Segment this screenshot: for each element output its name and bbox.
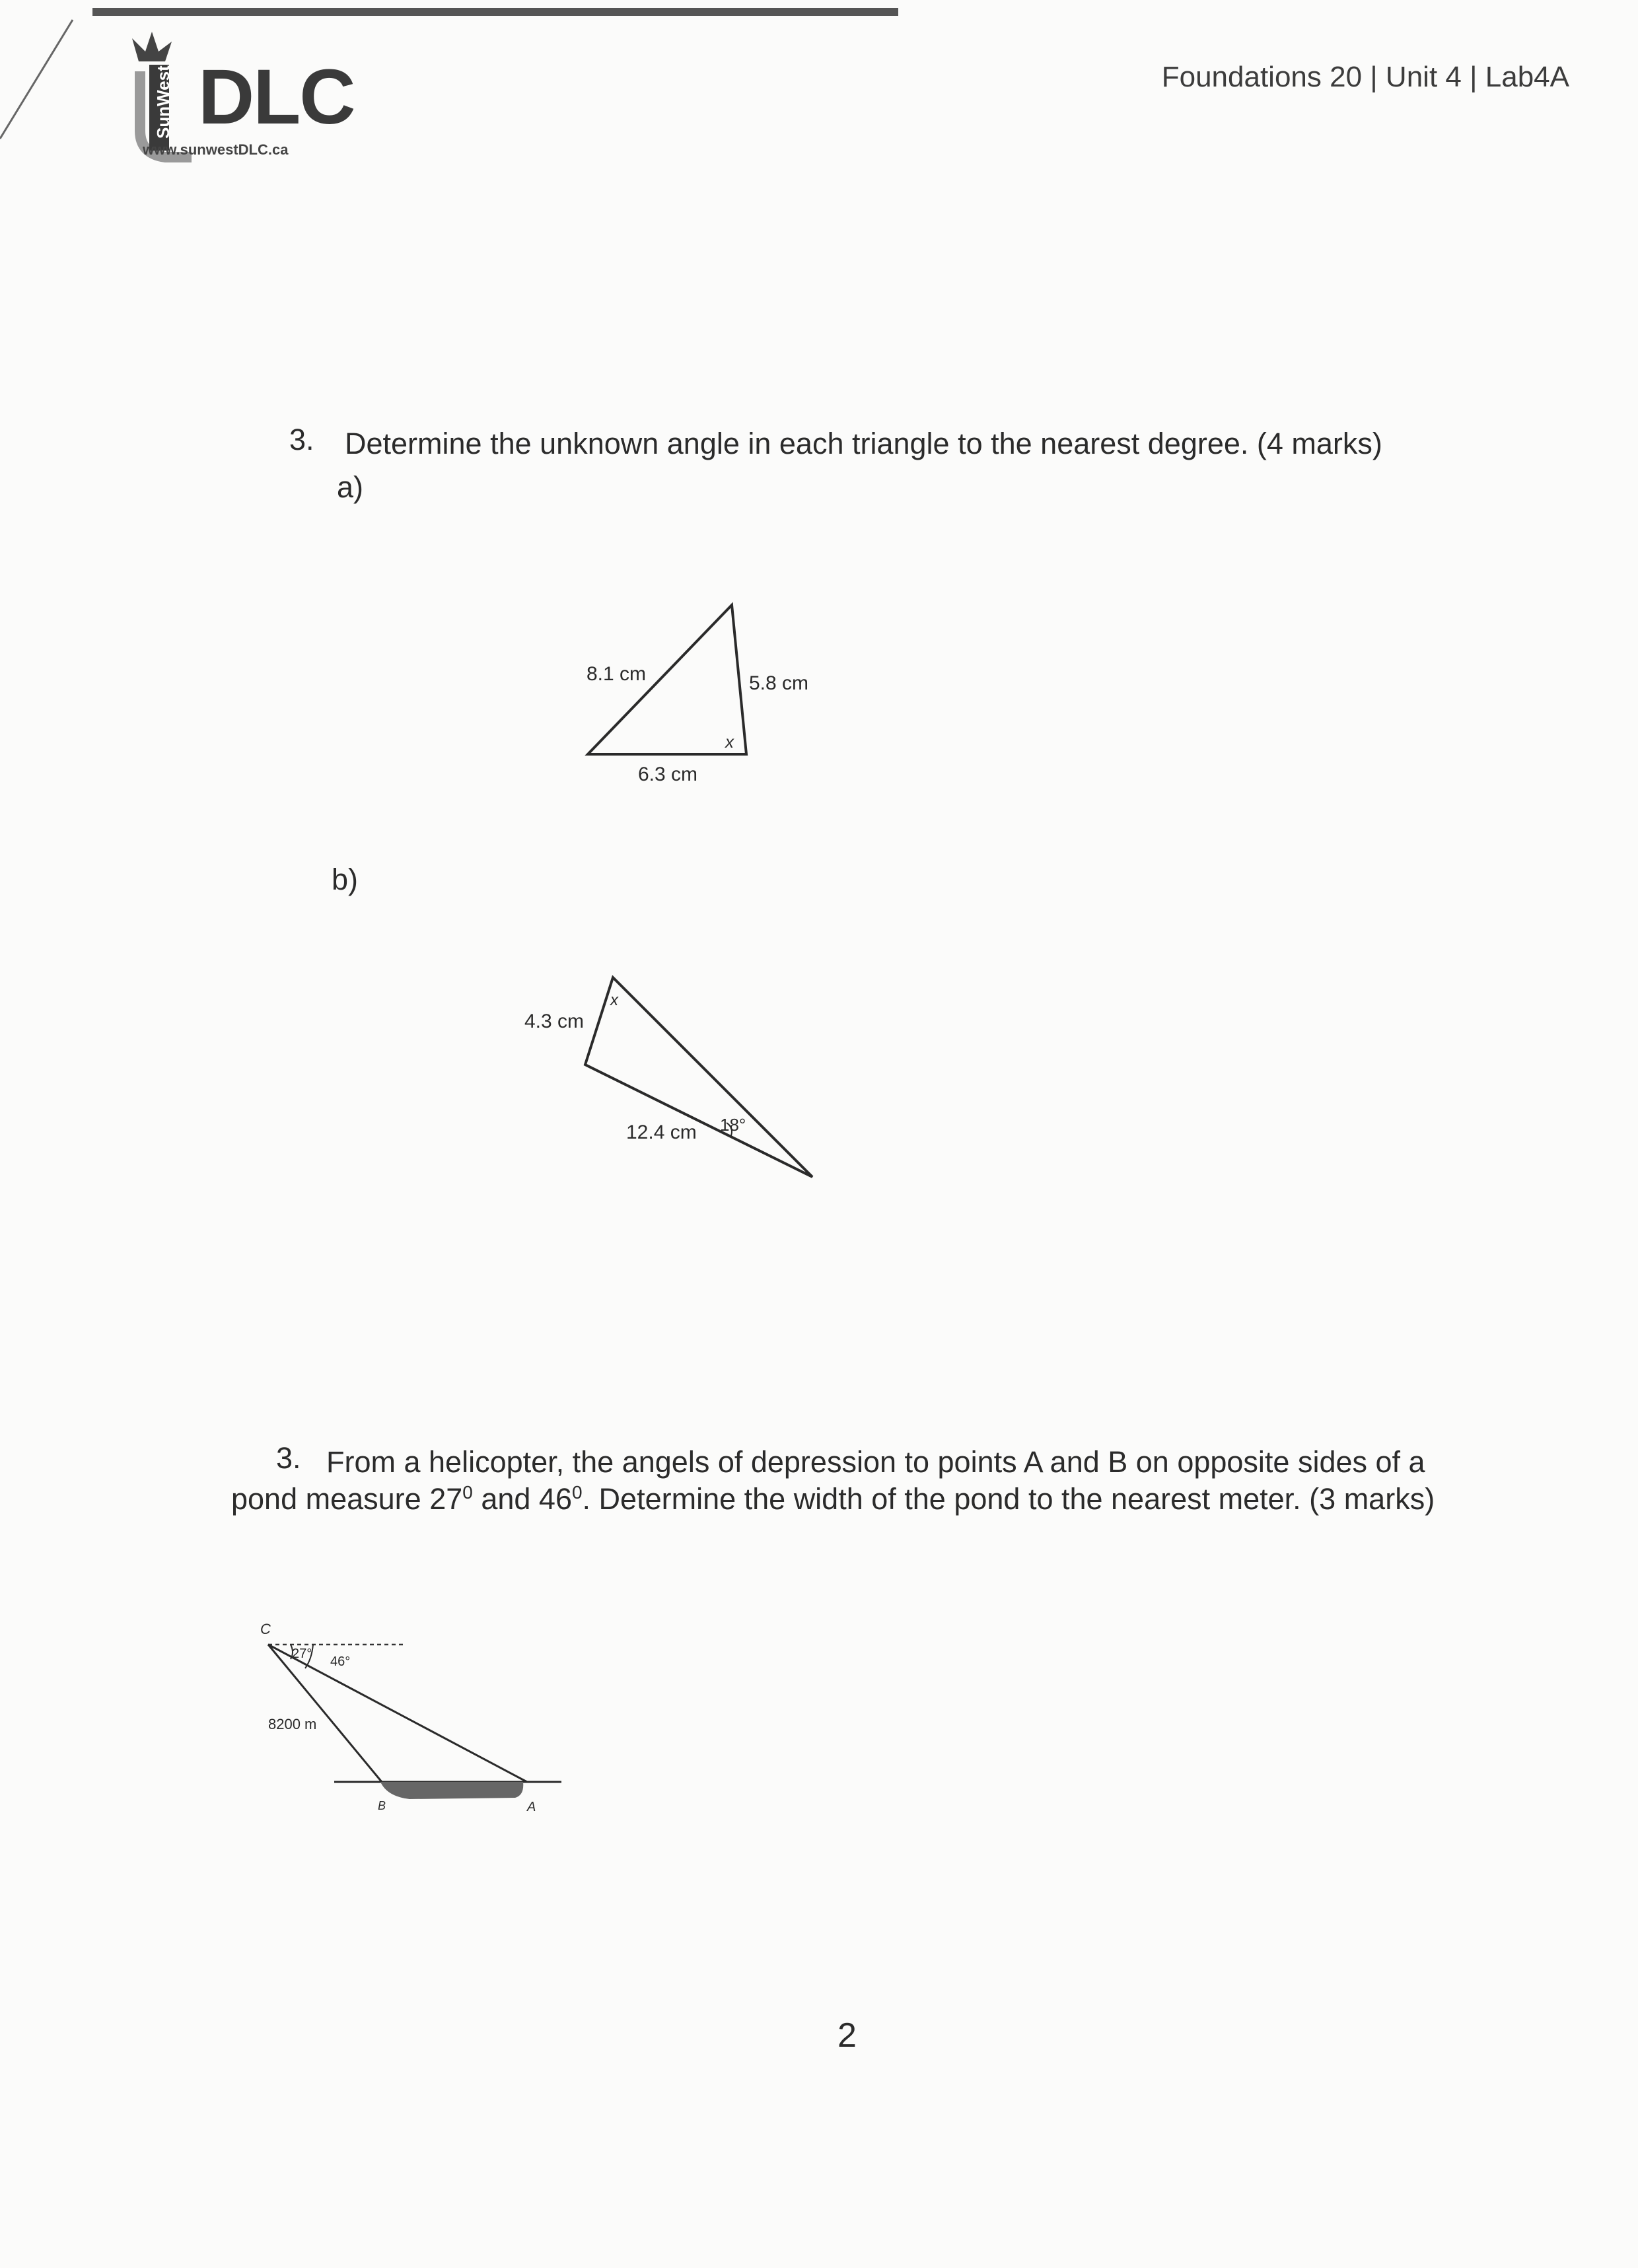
helicopter-prompt-line1: From a helicopter, the angels of depression to points A and B on opposite sides of a bbox=[326, 1445, 1425, 1479]
triangle-a-figure bbox=[568, 594, 845, 793]
question-prompt: Determine the unknown angle in each triangle to the nearest degree. (4 marks) bbox=[345, 427, 1382, 460]
triangle-b-angle-18: 18° bbox=[720, 1115, 746, 1135]
part-b-label: b) bbox=[332, 863, 359, 896]
height-label: 8200 m bbox=[268, 1716, 317, 1732]
angle-27-label: 27° bbox=[292, 1647, 312, 1661]
course-info: Foundations 20 | Unit 4 | Lab4A bbox=[1161, 61, 1569, 93]
triangle-b-angle-x: x bbox=[610, 991, 618, 1009]
line-to-b bbox=[268, 1645, 382, 1782]
triangle-b-side-2: 12.4 cm bbox=[626, 1121, 697, 1143]
logo-url: www.sunwestDLC.ca bbox=[143, 141, 289, 158]
helicopter-prompt-line2: pond measure $27^0$ and $46^0$. Determine the width of the pond to the nearest meter. (3 marks) bbox=[231, 1482, 1435, 1516]
question-number-2: 3. bbox=[276, 1441, 301, 1475]
angle-46-label: 46° bbox=[330, 1654, 351, 1669]
triangle-b-shape bbox=[585, 977, 812, 1177]
point-a-label: A bbox=[527, 1800, 536, 1814]
triangle-b-figure bbox=[515, 964, 832, 1202]
triangle-a-side-1: 8.1 cm bbox=[587, 663, 647, 685]
page-number: 2 bbox=[837, 2016, 857, 2055]
question-number: 3. bbox=[289, 423, 314, 456]
logo-brand: DLC bbox=[198, 53, 355, 141]
triangle-a-side-2: 5.8 cm bbox=[749, 672, 809, 694]
part-a-label: a) bbox=[337, 470, 364, 504]
triangle-a-side-3: 6.3 cm bbox=[638, 763, 698, 785]
pond-shape bbox=[380, 1782, 523, 1799]
top-scan-bar bbox=[92, 8, 898, 16]
helicopter-diagram bbox=[251, 1612, 581, 1829]
logo-vertical-text: SunWest bbox=[153, 65, 173, 139]
triangle-b-side-1: 4.3 cm bbox=[524, 1010, 585, 1032]
point-c-label: C bbox=[260, 1621, 271, 1637]
triangle-a-angle-x: x bbox=[725, 732, 734, 752]
point-b-label: B bbox=[378, 1799, 386, 1812]
